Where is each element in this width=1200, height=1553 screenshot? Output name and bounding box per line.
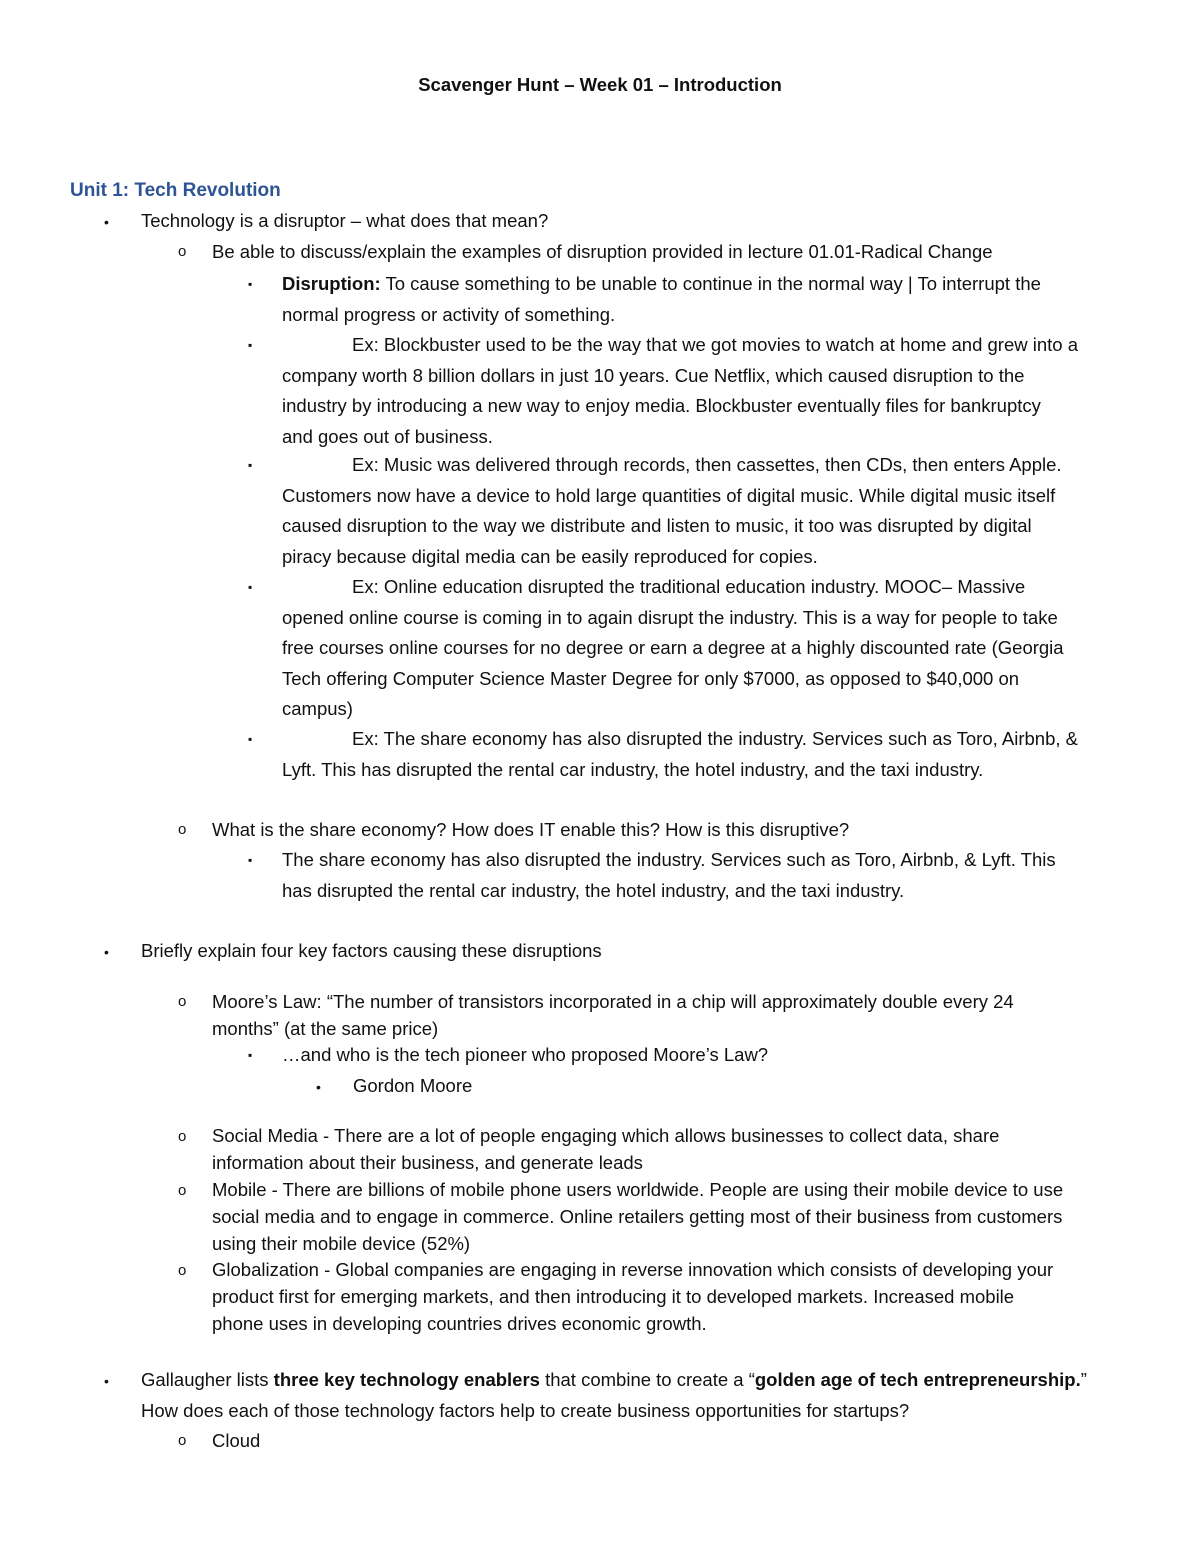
bullet-circle: o [178, 993, 187, 1010]
bullet-dot: • [104, 1373, 109, 1389]
factor-line: Globalization - Global companies are engaging in reverse innovation which consists of developing your [212, 1259, 1054, 1280]
bullet-dot: • [104, 214, 109, 230]
bold-run: three key technology enablers [273, 1369, 540, 1390]
bullet-square: ▪ [248, 853, 253, 867]
factor-line: Moore’s Law: “The number of transistors incorporated in a chip will approximately double every 24 [212, 991, 1014, 1012]
example-line: Lyft. This has disrupted the rental car industry, the hotel industry, and the taxi industry. [282, 758, 984, 780]
bullet-circle: o [178, 1432, 187, 1449]
bullet-square: ▪ [248, 277, 253, 291]
bullet-square: ▪ [248, 580, 253, 594]
example-line: piracy because digital media can be easily reproduced for copies. [282, 545, 818, 567]
question-four-factors: Briefly explain four key factors causing these disruptions [141, 940, 602, 961]
enabler-cloud: Cloud [212, 1430, 261, 1451]
factor-moores-law [212, 988, 1014, 1042]
factor-line: phone uses in developing countries drives economic growth. [212, 1313, 707, 1334]
example-line: Ex: The share economy has also disrupted the industry. Services such as Toro, Airbnb, & [352, 728, 1078, 749]
bullet-circle: o [178, 1262, 187, 1279]
example-line: industry by introducing a new way to enjoy media. Blockbuster eventually files for bankruptcy [282, 395, 1041, 416]
example-music [282, 450, 1062, 572]
answer-line: has disrupted the rental car industry, the hotel industry, and the taxi industry. [282, 879, 905, 901]
bullet-square: ▪ [248, 732, 253, 746]
factor-line: using their mobile device (52%) [212, 1233, 471, 1254]
text-run: Gallaugher lists [141, 1369, 274, 1390]
answer-gordon-moore: Gordon Moore [353, 1075, 473, 1096]
bullet-square: ▪ [248, 458, 253, 472]
example-online-education [282, 572, 1064, 725]
example-line: free courses online courses for no degree or earn a degree at a highly discounted rate (Georgia [282, 637, 1064, 658]
example-line: Customers now have a device to hold large quantities of digital music. While digital music itself [282, 484, 1056, 506]
bullet-square: ▪ [248, 1048, 253, 1062]
bullet-circle: o [178, 1182, 187, 1199]
definition-text-line2: normal progress or activity of something. [282, 303, 616, 325]
unit-heading: Unit 1: Tech Revolution [70, 180, 281, 201]
question-gallaugher [141, 1365, 1087, 1426]
bullet-circle: o [178, 243, 187, 260]
sub-discuss-examples: Be able to discuss/explain the examples of disruption provided in lecture 01.01-Radical Change [212, 241, 993, 262]
bullet-dot: • [104, 944, 109, 960]
example-blockbuster [282, 330, 1078, 452]
factor-globalization [212, 1256, 1053, 1337]
question-disruptor: Technology is a disruptor – what does that mean? [141, 210, 549, 231]
text-run: that combine to create a “ [539, 1369, 755, 1390]
document-title: Scavenger Hunt – Week 01 – Introduction [418, 74, 782, 95]
example-line: Ex: Online education disrupted the traditional education industry. MOOC– Massive [352, 576, 1026, 597]
question-moore-pioneer: …and who is the tech pioneer who proposed Moore’s Law? [282, 1044, 769, 1065]
example-line: Ex: Music was delivered through records, then cassettes, then CDs, then enters Apple. [352, 454, 1062, 475]
example-line: campus) [282, 698, 353, 719]
bullet-circle: o [178, 821, 187, 838]
factor-line: social media and to engage in commerce. Online retailers getting most of their business from customers [212, 1206, 1063, 1227]
question-share-economy: What is the share economy? How does IT enable this? How is this disruptive? [212, 819, 850, 840]
example-line: and goes out of business. [282, 425, 493, 447]
factor-line: Mobile - There are billions of mobile phone users worldwide. People are using their mobile device to use [212, 1179, 1064, 1200]
bold-run: golden age of tech entrepreneurship. [754, 1369, 1081, 1390]
example-line: opened online course is coming in to again disrupt the industry. This is a way for people to take [282, 606, 1058, 628]
definition-term: Disruption: [282, 273, 381, 294]
factor-line: Social Media - There are a lot of people engaging which allows businesses to collect data, share [212, 1125, 1000, 1146]
example-line: Tech offering Computer Science Master Degree for only $7000, as opposed to $40,000 on [282, 667, 1020, 689]
factor-line: product first for emerging markets, and then introducing it to developed markets. Increased mobile [212, 1286, 1015, 1307]
example-line: caused disruption to the way we distribute and listen to music, it too was disrupted by digital [282, 515, 1032, 536]
definition-text: To cause something to be unable to continue in the normal way | To interrupt the [380, 273, 1041, 294]
bullet-square: ▪ [248, 338, 253, 352]
example-line: company worth 8 billion dollars in just 10 years. Cue Netflix, which caused disruption to the [282, 364, 1025, 386]
factor-line: months” (at the same price) [212, 1018, 439, 1039]
definition-disruption [282, 269, 1041, 330]
example-line: Ex: Blockbuster used to be the way that we got movies to watch at home and grew into a [352, 334, 1079, 355]
factor-social-media [212, 1122, 999, 1176]
answer-share-economy [282, 845, 1056, 906]
question-line: How does each of those technology factors help to create business opportunities for startups? [141, 1399, 910, 1421]
bullet-circle: o [178, 1128, 187, 1145]
answer-line: The share economy has also disrupted the industry. Services such as Toro, Airbnb, & Lyft. This [282, 849, 1056, 870]
example-share-economy [282, 724, 1078, 785]
factor-line: information about their business, and generate leads [212, 1152, 643, 1173]
bullet-dot: • [316, 1079, 321, 1095]
text-run: ” [1080, 1369, 1087, 1390]
factor-mobile [212, 1176, 1063, 1257]
